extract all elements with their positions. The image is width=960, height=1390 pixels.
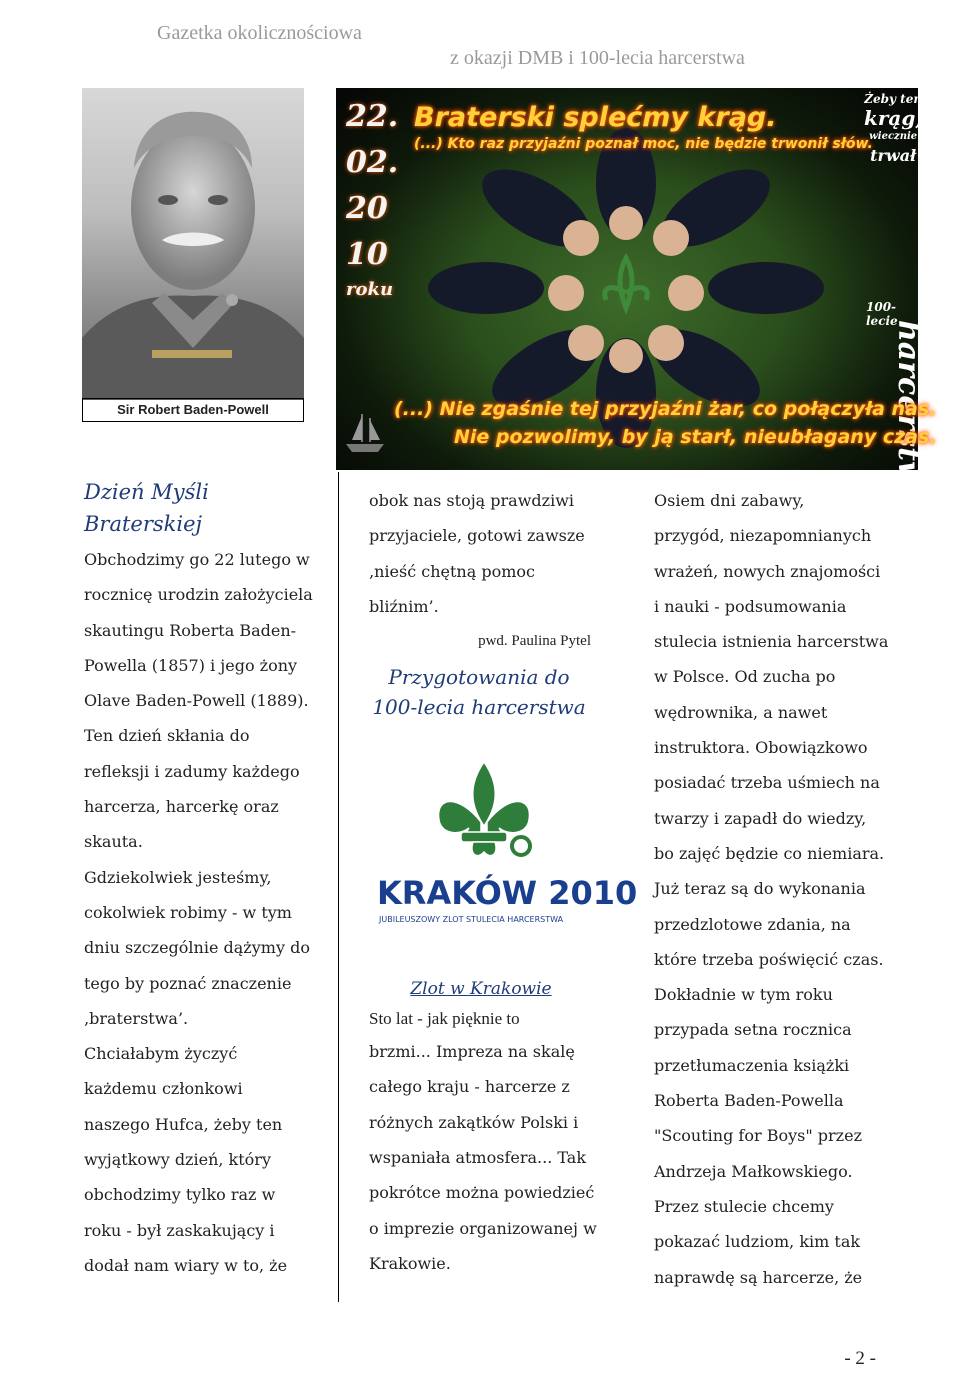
- page-number: - 2 -: [844, 1348, 876, 1369]
- poster-top-right: [864, 92, 922, 168]
- section-title-1: Przygotowania do: [388, 665, 570, 690]
- top-right-line-4: trwał: [870, 146, 917, 165]
- column-2: [369, 483, 638, 1281]
- date-day: 22.: [346, 99, 399, 134]
- col3-lines-line: Przez stulecie chcemy: [654, 1196, 834, 1216]
- col2-top-line: przyjaciele, gotowi zawsze: [369, 526, 585, 546]
- col1-lines-line: Olave Baden-Powell (1889).: [84, 691, 309, 711]
- header-left: Gazetka okolicznościowa: [157, 22, 362, 44]
- col1-lines-line: Gdziekolwiek jesteśmy,: [84, 867, 272, 887]
- col2-paragraph-bottom: [369, 1034, 599, 1281]
- poster-bottom-1: (...) Nie zgaśnie tej przyjaźni żar, co połączyła nas.: [394, 398, 937, 420]
- col3-lines-line: "Scouting for Boys" przez: [654, 1126, 862, 1146]
- col3-lines-line: przetłumaczenia książki: [654, 1055, 850, 1075]
- col1-paragraph: [84, 542, 329, 1283]
- col3-lines-line: wrażeń, nowych znajomości: [654, 561, 881, 581]
- col3-lines-line: przedzlotowe zdania, na: [654, 914, 851, 934]
- col1-lines-line: ‚braterstwa’.: [84, 1008, 189, 1028]
- col1-heading-2: Braterskiej: [84, 512, 203, 536]
- col3-lines-line: pokazać ludziom, kim tak: [654, 1232, 861, 1252]
- col1-lines-line: Obchodzimy go 22 lutego w: [84, 550, 310, 569]
- col3-lines-line: Andrzeja Małkowskiego.: [654, 1161, 853, 1181]
- col2-first-line: Sto lat - jak pięknie to: [369, 1009, 520, 1029]
- col1-lines-line: Powella (1857) i jego żony: [84, 655, 298, 675]
- col3-lines-line: przypada setna rocznica: [654, 1020, 852, 1040]
- col2-lines-line: brzmi... Impreza na skalę: [369, 1042, 575, 1062]
- poster-right-small: 100-lecie: [866, 300, 898, 328]
- column-3: [654, 483, 894, 1295]
- col2-lines-line: o imprezie organizowanej w: [369, 1218, 597, 1238]
- portrait-photo: [82, 88, 304, 400]
- col3-lines-line: stulecia istnienia harcerstwa: [654, 632, 889, 652]
- date-month: 02.: [346, 145, 399, 180]
- date-year-b: 10: [346, 237, 388, 272]
- krakow-2010-logo: [369, 722, 638, 974]
- col1-lines-line: wyjątkowy dzień, który: [84, 1150, 271, 1170]
- col1-lines-line: obchodzimy tylko raz w: [84, 1185, 276, 1205]
- logo-subtext: JUBILEUSZOWY ZLOT STULECIA HARCERSTWA: [379, 915, 564, 925]
- col3-lines-line: i nauki - podsumowania: [654, 596, 847, 616]
- top-right-line-3: wiecznie: [869, 131, 918, 142]
- col1-lines-line: skauta.: [84, 832, 143, 852]
- col3-lines-line: Dokładnie w tym roku: [654, 985, 833, 1005]
- col1-lines-line: rocznicę urodzin założyciela: [84, 585, 313, 605]
- col1-lines-line: dniu szczególnie dążymy do: [84, 938, 310, 958]
- col2-lines-line: wspaniała atmosfera... Tak: [369, 1148, 587, 1168]
- col2-paragraph-top: [369, 483, 599, 624]
- col3-lines-line: instruktora. Obowiązkowo: [654, 738, 868, 758]
- poster-subtitle: (...) Kto raz przyjaźni poznał moc, nie będzie trwonił słów.: [414, 136, 873, 152]
- date-year-a: 20: [346, 191, 388, 226]
- col3-lines-line: Już teraz są do wykonania: [654, 879, 866, 899]
- col1-lines-line: cokolwiek robimy - w tym: [84, 902, 292, 922]
- col1-lines-line: naszego Hufca, żeby ten: [84, 1114, 283, 1134]
- col2-lines-line: pokrótce można powiedzieć: [369, 1183, 595, 1203]
- col3-lines-line: posiadać trzeba uśmiech na: [654, 773, 880, 793]
- top-right-line-2: krąg,: [864, 106, 923, 130]
- col3-lines-line: przygód, niezapomnianych: [654, 526, 872, 546]
- col2-lines-line: całego kraju - harcerze z: [369, 1077, 570, 1097]
- col1-lines-line: harcerza, harcerkę oraz: [84, 797, 279, 817]
- date-word: roku: [346, 279, 394, 300]
- poster-right-big: harcerstwa: [891, 320, 926, 507]
- col2-top-line: ‚nieść chętną pomoc: [369, 561, 535, 581]
- col3-lines-line: w Polsce. Od zucha po: [654, 667, 836, 687]
- col1-lines-line: dodał nam wiary w to, że: [84, 1255, 288, 1275]
- col3-paragraph: [654, 483, 894, 1295]
- col2-top-line: bliźnim’.: [369, 596, 439, 616]
- col1-lines-line: Ten dzień skłania do: [84, 726, 250, 746]
- col3-lines-line: bo zajęć będzie co niemiara.: [654, 843, 885, 863]
- col2-lines-line: Krakowie.: [369, 1253, 451, 1273]
- section-title-2: 100-lecia harcerstwa: [372, 695, 586, 720]
- col1-lines-line: skautingu Roberta Baden-: [84, 620, 297, 640]
- col3-lines-line: Osiem dni zabawy,: [654, 491, 805, 510]
- col3-lines-line: twarzy i zapadł do wiedzy,: [654, 808, 867, 828]
- column-1: [84, 476, 329, 1283]
- col2-lines-line: różnych zakątków Polski i: [369, 1112, 579, 1132]
- poster-date: [346, 94, 398, 302]
- poster-title: Braterski splećmy krąg.: [414, 102, 777, 133]
- col3-lines-line: wędrownika, a nawet: [654, 702, 828, 722]
- col3-lines-line: Roberta Baden-Powella: [654, 1091, 844, 1111]
- logo-text: KRAKÓW 2010: [377, 874, 638, 913]
- col1-heading-1: Dzień Myśli: [84, 480, 209, 504]
- col1-lines-line: każdemu członkowi: [84, 1079, 243, 1099]
- header-right: z okazji DMB i 100-lecia harcerstwa: [450, 47, 745, 69]
- col3-lines-line: które trzeba poświęcić czas.: [654, 949, 884, 969]
- top-right-line-1: Żeby ten: [864, 92, 923, 106]
- ship-icon: [340, 406, 390, 456]
- fleur-de-lis-icon: [369, 722, 638, 974]
- sublink-zlot[interactable]: Zlot w Krakowie: [410, 979, 552, 1000]
- signature: pwd. Paulina Pytel: [478, 633, 591, 650]
- column-divider: [338, 472, 339, 1302]
- portrait-illustration: [82, 88, 304, 400]
- col1-lines-line: tego by poznać znaczenie: [84, 973, 292, 993]
- col1-lines-line: Chciałabym życzyć: [84, 1044, 238, 1064]
- col3-lines-line: naprawdę są harcerze, że: [654, 1267, 863, 1287]
- photo-caption: Sir Robert Baden-Powell: [82, 398, 304, 422]
- col2-top-line: obok nas stoją prawdziwi: [369, 491, 575, 510]
- poster-bottom-2: Nie pozwolimy, by ją starł, nieubłagany czas.: [454, 426, 937, 448]
- col1-lines-line: refleksji i zadumy każdego: [84, 761, 300, 781]
- col1-lines-line: roku - był zaskakujący i: [84, 1220, 275, 1240]
